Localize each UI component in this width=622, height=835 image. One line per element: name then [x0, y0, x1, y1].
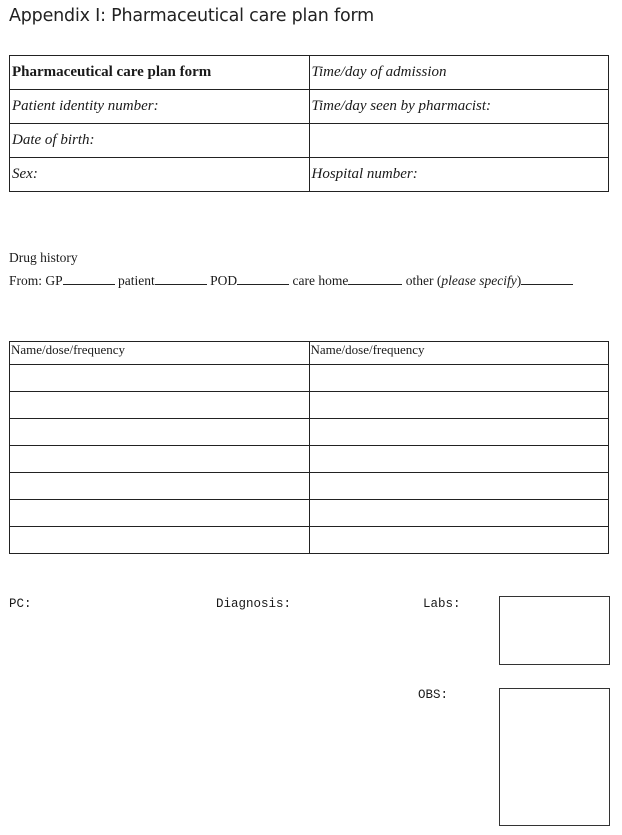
- table-row: [10, 419, 609, 446]
- table-row: [10, 527, 609, 554]
- medication-cell[interactable]: [10, 527, 310, 554]
- patient-id-field[interactable]: Patient identity number:: [10, 90, 310, 124]
- medication-cell[interactable]: [10, 392, 310, 419]
- medication-cell[interactable]: [10, 500, 310, 527]
- medication-cell[interactable]: [309, 500, 609, 527]
- table-row: [10, 124, 609, 158]
- source-care-home-label: care home: [292, 273, 349, 288]
- form-title-cell: Pharmaceutical care plan form: [10, 56, 310, 90]
- column-header: Name/dose/frequency: [309, 342, 609, 365]
- drug-history-label: Drug history: [9, 250, 78, 265]
- seen-by-pharmacist-field[interactable]: Time/day seen by pharmacist:: [309, 90, 609, 124]
- table-row: [10, 90, 609, 124]
- medication-cell[interactable]: [10, 473, 310, 500]
- hospital-number-field[interactable]: Hospital number:: [309, 158, 609, 192]
- obs-box[interactable]: [499, 688, 610, 826]
- patient-info-table: [9, 55, 609, 192]
- gp-blank[interactable]: [63, 274, 115, 285]
- column-header: Name/dose/frequency: [10, 342, 310, 365]
- labs-label: Labs:: [423, 597, 461, 611]
- table-row: [10, 392, 609, 419]
- table-row: [10, 500, 609, 527]
- labs-box[interactable]: [499, 596, 610, 665]
- medication-cell[interactable]: [309, 365, 609, 392]
- patient-blank[interactable]: [155, 274, 207, 285]
- medication-cell[interactable]: [10, 446, 310, 473]
- admission-time-field[interactable]: Time/day of admission: [309, 56, 609, 90]
- table-header-row: [10, 342, 609, 365]
- drug-history-sources: [9, 273, 573, 289]
- table-row: [10, 446, 609, 473]
- please-specify-text: please specify: [441, 273, 517, 288]
- source-pod-label: POD: [210, 273, 238, 288]
- diagnosis-label: Diagnosis:: [216, 597, 292, 611]
- pc-label: PC:: [9, 597, 32, 611]
- medication-cell[interactable]: [309, 527, 609, 554]
- source-other-label: other (: [405, 273, 442, 288]
- date-of-birth-field[interactable]: Date of birth:: [10, 124, 310, 158]
- close-paren: ): [516, 273, 522, 288]
- medication-cell[interactable]: [309, 446, 609, 473]
- medication-cell[interactable]: [309, 392, 609, 419]
- empty-cell[interactable]: [309, 124, 609, 158]
- medication-cell[interactable]: [10, 365, 310, 392]
- source-patient-label: patient: [118, 273, 155, 288]
- page-title: Appendix I: Pharmaceutical care plan form: [9, 6, 374, 26]
- medication-cell[interactable]: [10, 419, 310, 446]
- table-row: [10, 365, 609, 392]
- obs-label: OBS:: [418, 688, 449, 702]
- medication-cell[interactable]: [309, 419, 609, 446]
- other-blank[interactable]: [521, 274, 573, 285]
- table-row: [10, 56, 609, 90]
- table-row: [10, 158, 609, 192]
- pod-blank[interactable]: [237, 274, 289, 285]
- table-row: [10, 473, 609, 500]
- source-gp-label: From: GP: [9, 273, 63, 288]
- care-home-blank[interactable]: [348, 274, 402, 285]
- medication-table: [9, 341, 609, 554]
- sex-field[interactable]: Sex:: [10, 158, 310, 192]
- medication-cell[interactable]: [309, 473, 609, 500]
